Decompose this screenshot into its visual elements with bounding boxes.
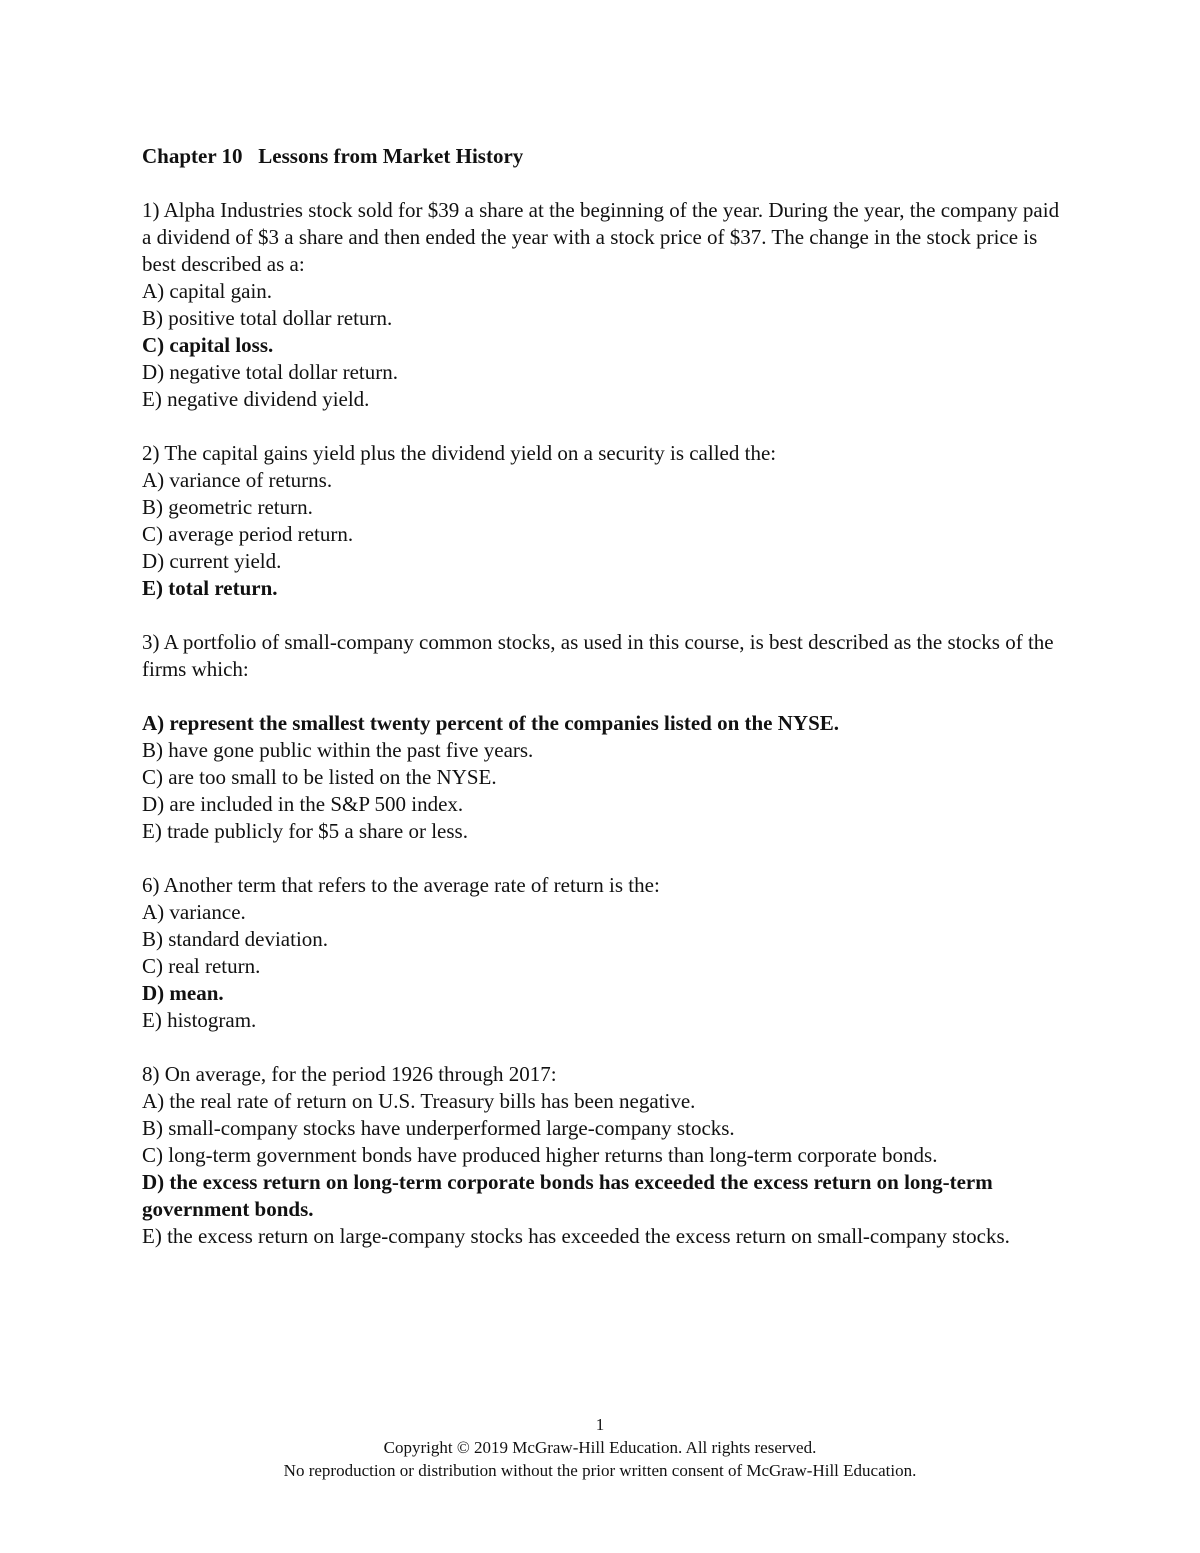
chapter-title: Chapter 10 Lessons from Market History xyxy=(142,144,524,168)
correct-answer-option: D) the excess return on long-term corporate bonds has exceeded the excess return on long-term government bonds. xyxy=(142,1170,993,1221)
answer-option: E) the excess return on large-company stocks has exceeded the excess return on small-company stocks. xyxy=(142,1224,1010,1248)
answer-option: D) current yield. xyxy=(142,549,282,573)
reproduction-notice: No reproduction or distribution without the prior written consent of McGraw-Hill Education. xyxy=(283,1461,917,1480)
answer-option: E) trade publicly for $5 a share or less. xyxy=(142,819,468,843)
answer-option: C) long-term government bonds have produced higher returns than long-term corporate bonds. xyxy=(142,1143,938,1167)
correct-answer-option: A) represent the smallest twenty percent of the companies listed on the NYSE. xyxy=(142,711,840,735)
question-stem: 1) Alpha Industries stock sold for $39 a share at the beginning of the year. During the year, the company paid a dividend of $3 a share and then ended the year with a stock price of $37. The change in the stock price is best described as a: xyxy=(142,198,1060,276)
question-8 xyxy=(142,1061,1062,1250)
question-stem: 8) On average, for the period 1926 through 2017: xyxy=(142,1062,557,1086)
answer-option: B) standard deviation. xyxy=(142,927,329,951)
answer-option: E) negative dividend yield. xyxy=(142,387,370,411)
answer-option: A) variance of returns. xyxy=(142,468,333,492)
answer-option: D) are included in the S&P 500 index. xyxy=(142,792,464,816)
answer-option: C) real return. xyxy=(142,954,261,978)
question-2 xyxy=(142,440,1062,602)
answer-option: B) small-company stocks have underperformed large-company stocks. xyxy=(142,1116,735,1140)
question-stem: 3) A portfolio of small-company common stocks, as used in this course, is best described as the stocks of the firms which: xyxy=(142,630,1054,681)
correct-answer-option: E) total return. xyxy=(142,576,278,600)
answer-option: D) negative total dollar return. xyxy=(142,360,398,384)
copyright-line: Copyright © 2019 McGraw-Hill Education. All rights reserved. xyxy=(383,1438,817,1457)
answer-option: B) have gone public within the past five years. xyxy=(142,738,534,762)
question-stem: 2) The capital gains yield plus the dividend yield on a security is called the: xyxy=(142,441,777,465)
answer-option: B) geometric return. xyxy=(142,495,313,519)
answer-option: A) the real rate of return on U.S. Treasury bills has been negative. xyxy=(142,1089,696,1113)
page-number: 1 xyxy=(595,1415,605,1434)
page-footer xyxy=(0,1413,1200,1482)
correct-answer-option: D) mean. xyxy=(142,981,224,1005)
answer-option: A) variance. xyxy=(142,900,246,924)
question-1 xyxy=(142,197,1062,413)
answer-option: A) capital gain. xyxy=(142,279,273,303)
document-content xyxy=(142,143,1062,1277)
question-3 xyxy=(142,629,1062,845)
question-stem: 6) Another term that refers to the average rate of return is the: xyxy=(142,873,660,897)
correct-answer-option: C) capital loss. xyxy=(142,333,274,357)
answer-option: C) average period return. xyxy=(142,522,354,546)
answer-option: E) histogram. xyxy=(142,1008,257,1032)
question-6 xyxy=(142,872,1062,1034)
answer-option: C) are too small to be listed on the NYSE. xyxy=(142,765,497,789)
answer-option: B) positive total dollar return. xyxy=(142,306,393,330)
